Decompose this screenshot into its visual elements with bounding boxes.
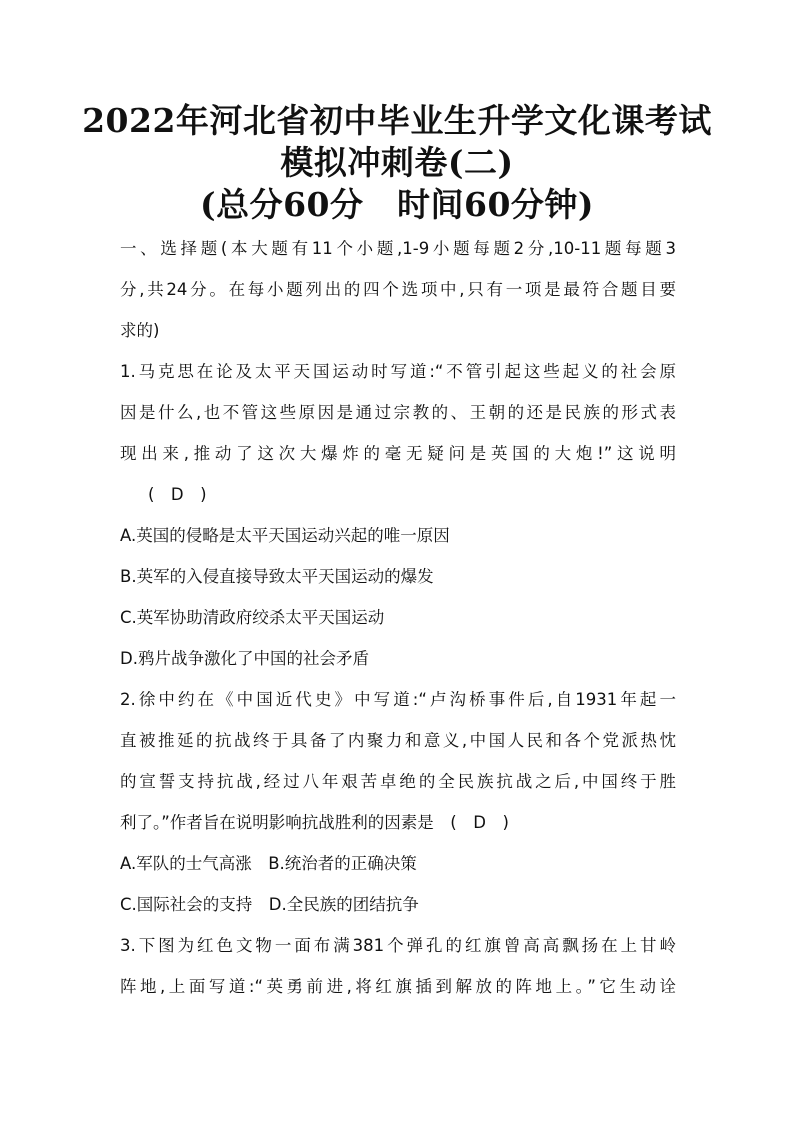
answer-bracket: ( D )	[148, 485, 207, 504]
option-c: C.英军协助清政府绞杀太平天国运动	[120, 608, 385, 627]
exam-subtitle: 模拟冲刺卷(二)	[280, 143, 514, 182]
exam-score-time: (总分60分 时间60分钟)	[199, 185, 595, 224]
question-stem-line: 1.马克思在论及太平天国运动时写道:“不管引起这些起义的社会原	[120, 362, 676, 381]
section-intro	[120, 228, 676, 351]
option-d: D.鸦片战争激化了中国的社会矛盾	[120, 649, 369, 668]
question-stem-line: 现出来,推动了这次大爆炸的毫无疑问是英国的大炮!”这说明	[120, 444, 676, 463]
question-stem-line: 阵地,上面写道:“英勇前进,将红旗插到解放的阵地上。”它生动诠	[120, 977, 676, 996]
question-stem-line: 因是什么,也不管这些原因是通过宗教的、王朝的还是民族的形式表	[120, 403, 676, 422]
option-a: A.英国的侵略是太平天国运动兴起的唯一原因	[120, 526, 450, 545]
question-stem-line: 直被推延的抗战终于具备了内聚力和意义,中国人民和各个党派热忱	[120, 731, 676, 750]
question-3	[120, 925, 676, 1007]
text-line: 一、选择题(本大题有11个小题,1-9小题每题2分,10-11题每题3	[120, 239, 676, 258]
option-row: A.军队的士气高涨 B.统治者的正确决策	[120, 854, 417, 873]
text-line: 求的)	[120, 321, 160, 340]
option-b: B.英军的入侵直接导致太平天国运动的爆发	[120, 567, 434, 586]
option-row: C.国际社会的支持 D.全民族的团结抗争	[120, 895, 419, 914]
text-line: 分,共24分。在每小题列出的四个选项中,只有一项是最符合题目要	[120, 280, 676, 299]
question-stem-line: 的宣誓支持抗战,经过八年艰苦卓绝的全民族抗战之后,中国终于胜	[120, 772, 676, 791]
question-stem-line: 3.下图为红色文物一面布满381个弹孔的红旗曾高高飘扬在上甘岭	[120, 936, 676, 955]
exam-title: 2022年河北省初中毕业生升学文化课考试	[82, 101, 712, 140]
question-stem-line: 2.徐中约在《中国近代史》中写道:“卢沟桥事件后,自1931年起一	[120, 690, 676, 709]
exam-body	[120, 228, 676, 1007]
question-1	[120, 351, 676, 679]
question-2	[120, 679, 676, 925]
question-stem-line: 利了。”作者旨在说明影响抗战胜利的因素是 ( D )	[120, 813, 509, 832]
